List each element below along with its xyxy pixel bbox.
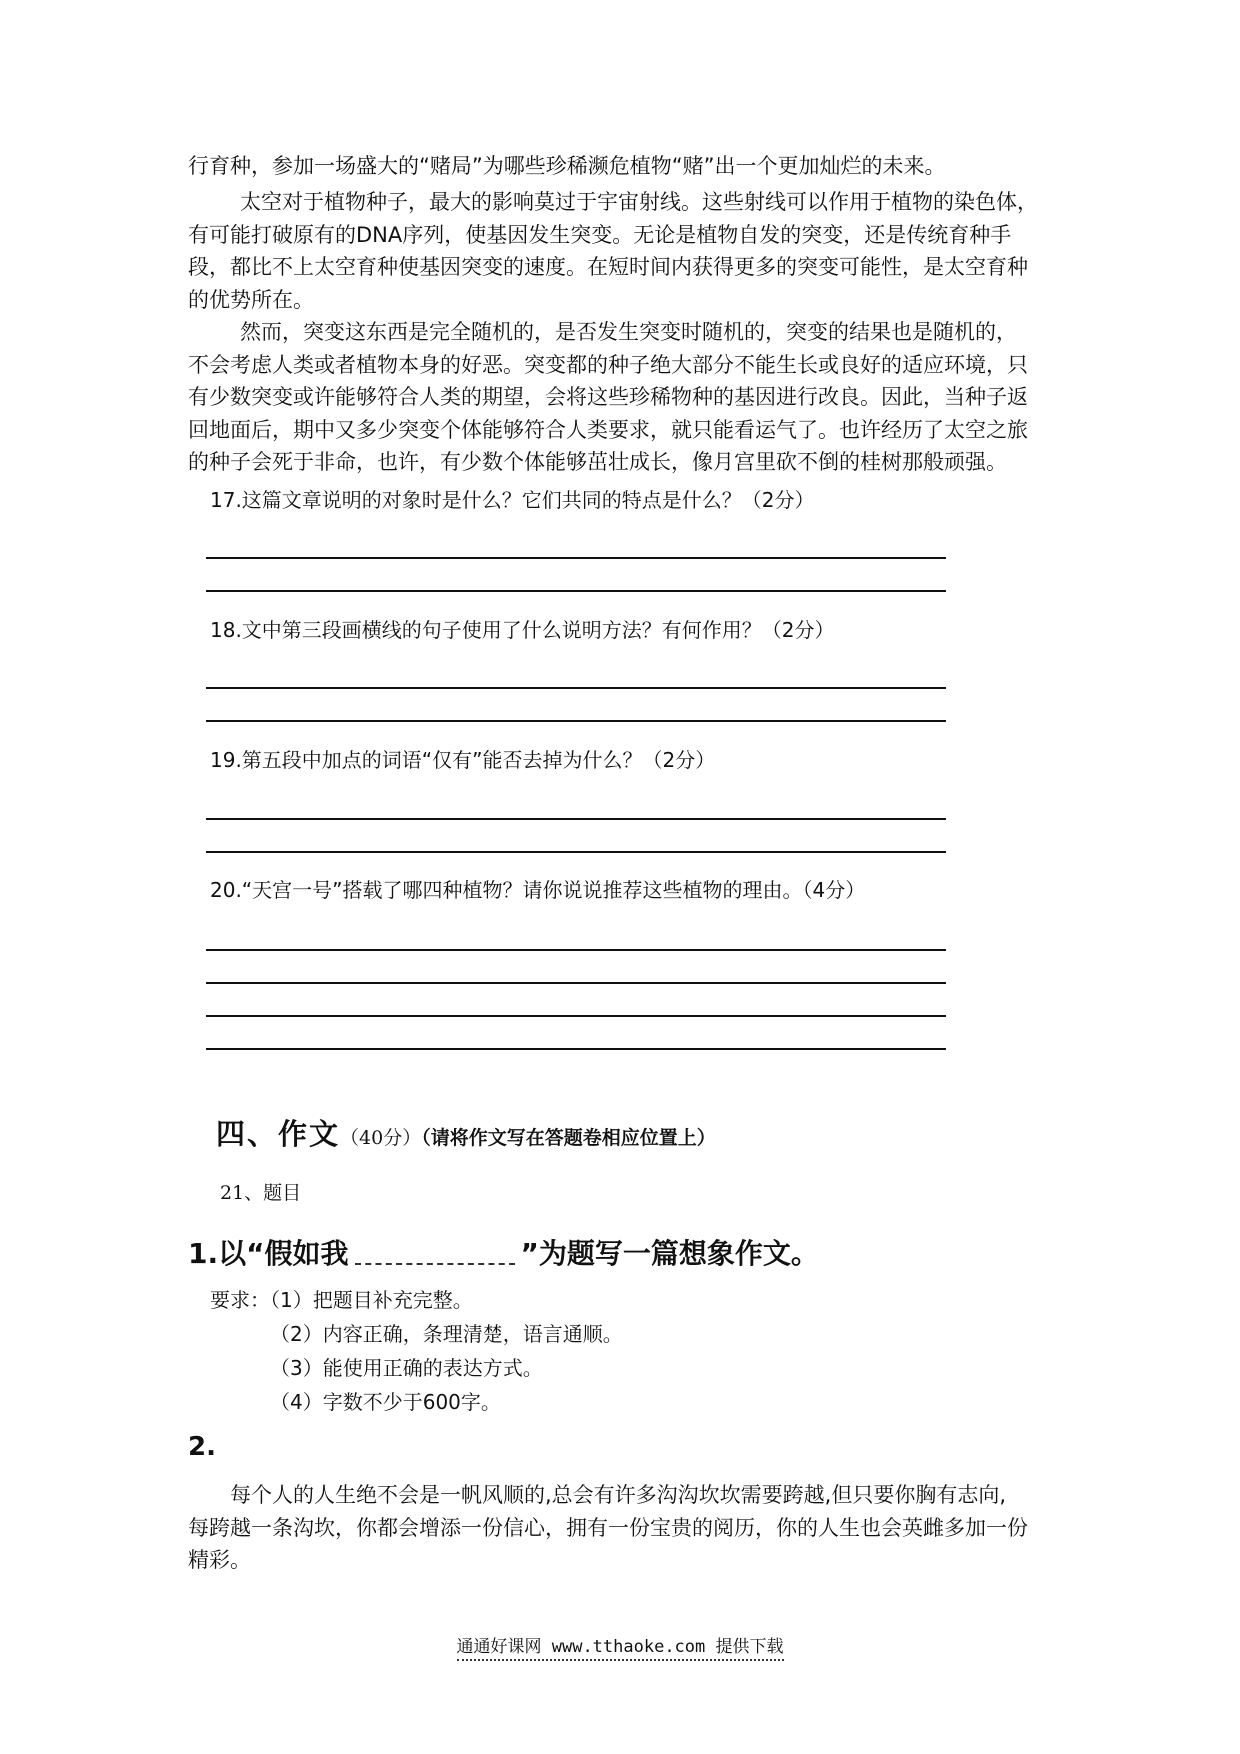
text-line: 每个人的人生绝不会是一帆风顺的,总会有许多沟沟坎坎需要跨越,但只要你胸有志向, <box>230 1483 1007 1507</box>
text-line: 精彩。 <box>188 1548 251 1572</box>
question-21-label: 21、题目 <box>220 1182 302 1204</box>
answer-line[interactable] <box>206 1048 946 1050</box>
answer-line[interactable] <box>206 687 946 689</box>
answer-line[interactable] <box>206 851 946 853</box>
section-note: （请将作文写在答题卷相应位置上） <box>421 1127 716 1149</box>
requirement-item: （2）内容正确，条理清楚，语言通顺。 <box>270 1322 623 1346</box>
text-line: 太空对于植物种子，最大的影响莫过于宇宙射线。这些射线可以作用于植物的染色体， <box>240 190 1038 214</box>
passage-paragraph-1 <box>188 150 1068 183</box>
question-19: 19.第五段中加点的词语“仅有”能否去掉为什么？（2分） <box>210 748 716 772</box>
requirement-item: （1）把题目补充完整。 <box>270 1288 473 1312</box>
composition-topic-2-number: 2. <box>188 1432 216 1462</box>
topic-1-prefix: 1.以“假如我 <box>188 1237 349 1270</box>
text-line: 段，都比不上太空育种使基因突变的速度。在短时间内获得更多的突变可能性，是太空育种 <box>188 255 1028 279</box>
answer-line[interactable] <box>206 720 946 722</box>
passage-paragraph-2 <box>188 186 1068 316</box>
section-heading-composition <box>216 1112 716 1153</box>
answer-line[interactable] <box>206 818 946 820</box>
section-title: 四、作文 <box>216 1117 341 1151</box>
question-18: 18.文中第三段画横线的句子使用了什么说明方法？有何作用？（2分） <box>210 618 835 642</box>
text-line: 有少数突变或许能够符合人类的期望，会将这些珍稀物种的基因进行改良。因此，当种子返 <box>188 385 1028 409</box>
text-line: 行育种，参加一场盛大的“赌局”为哪些珍稀濒危植物“赌”出一个更加灿烂的未来。 <box>188 154 946 178</box>
text-line: 不会考虑人类或者植物本身的好恶。突变都的种子绝大部分不能生长或良好的适应环境，只 <box>188 352 1028 377</box>
answer-line[interactable] <box>206 949 946 951</box>
requirement-item: （4）字数不少于600字。 <box>270 1390 501 1414</box>
answer-line[interactable] <box>206 557 946 559</box>
text-line: 的优势所在。 <box>188 287 314 312</box>
question-20: 20.“天宫一号”搭载了哪四种植物？请你说说推荐这些植物的理由。（4分） <box>210 878 866 902</box>
passage-paragraph-3 <box>188 316 1068 479</box>
text-line: 然而，突变这东西是完全随机的，是否发生突变时随机的，突变的结果也是随机的， <box>240 320 1017 344</box>
text-line: 每跨越一条沟坎，你都会增添一份信心，拥有一份宝贵的阅历，你的人生也会英雌多加一份 <box>188 1515 1028 1540</box>
requirements-label: 要求： <box>210 1288 270 1312</box>
requirements <box>210 1284 473 1313</box>
answer-line[interactable] <box>206 590 946 592</box>
text-line: 有可能打破原有的DNA序列，使基因发生突变。无论是植物自发的突变，还是传统育种手 <box>188 222 1012 247</box>
requirement-item: （3）能使用正确的表达方式。 <box>270 1356 543 1380</box>
composition-topic-2-text <box>188 1479 1068 1577</box>
page-footer <box>0 1632 1240 1657</box>
topic-1-suffix: ”为题写一篇想象作文。 <box>520 1237 819 1270</box>
footer-text: 通通好课网 www.tthaoke.com 提供下载 <box>457 1637 784 1661</box>
question-17: 17.这篇文章说明的对象时是什么？它们共同的特点是什么？（2分） <box>210 488 815 512</box>
text-line: 的种子会死于非命，也许，有少数个体能够茁壮成长，像月宫里砍不倒的桂树那般顽强。 <box>188 450 1007 474</box>
text-line: 回地面后，期中又多少突变个体能够符合人类要求，就只能看运气了。也许经历了太空之旅 <box>188 417 1028 442</box>
answer-line[interactable] <box>206 1015 946 1017</box>
title-blank[interactable] <box>355 1239 515 1265</box>
section-points: （40分） <box>340 1127 422 1149</box>
answer-line[interactable] <box>206 982 946 984</box>
composition-topic-1 <box>188 1232 819 1272</box>
